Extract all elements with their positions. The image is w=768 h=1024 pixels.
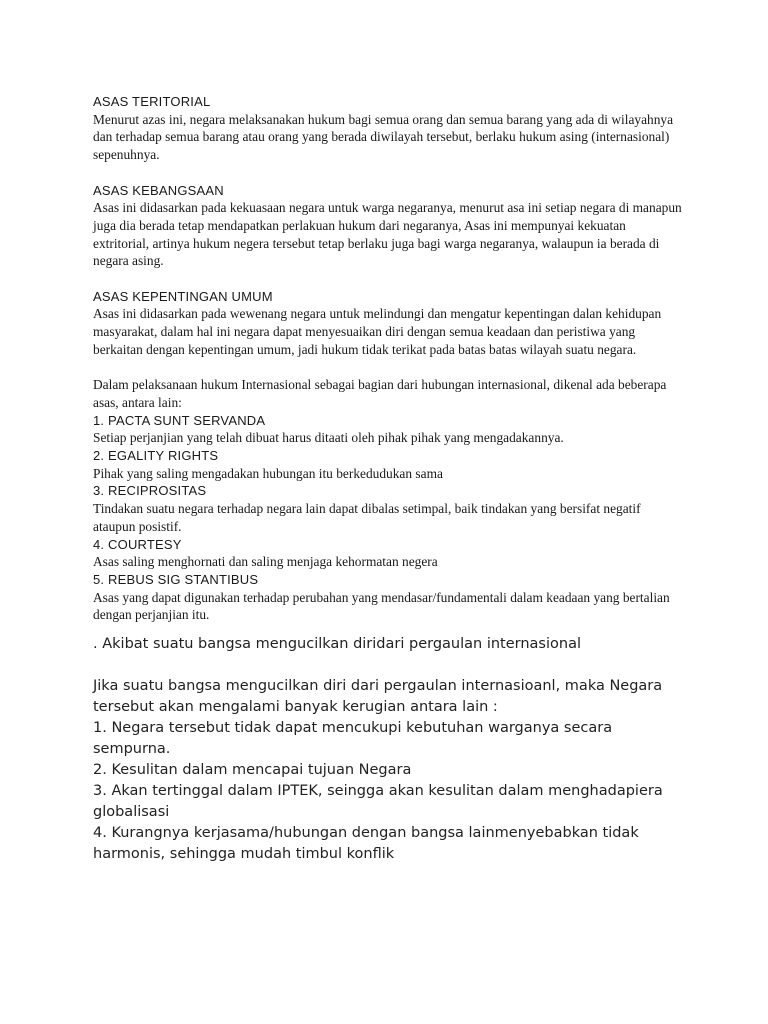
principle-body: Tindakan suatu negara terhadap negara lain dapat dibalas setimpal, baik tindakan yang bersifat negatif ataupun posistif. — [93, 501, 641, 534]
principle-body: Asas yang dapat digunakan terhadap perubahan yang mendasar/fundamentali dalam keadaan yang bertalian dengan perjanjian itu. — [93, 589, 670, 623]
akibat-item: 3. Akan tertinggal dalam IPTEK, seingga akan kesulitan dalam menghadapiera globalisasi — [93, 783, 663, 821]
section-body: Asas ini didasarkan pada wewenang negara untuk melindungi dan mengatur kepentingan dalan kehidupan masyarakat, dalam hal ini negara dapat menyesuaikan diri dengan semua keadaan dan peristiwa yang berkaitan dengan kepentingan umum, jadi hukum tidak terikat pada batas batas wilayah suatu negara. — [93, 306, 662, 357]
principle-item — [93, 571, 685, 624]
principle-heading: 3. RECIPROSITAS — [93, 483, 207, 499]
section-asas-teritorial — [93, 93, 685, 164]
akibat-item: 2. Kesulitan dalam mencapai tujuan Negara — [93, 762, 412, 779]
principle-item — [93, 447, 685, 482]
principle-body: Asas saling menghornati dan saling menjaga kehormatan negera — [93, 554, 438, 570]
principle-heading: 5. REBUS SIG STANTIBUS — [93, 571, 259, 587]
akibat-item: 1. Negara tersebut tidak dapat mencukupi kebutuhan warganya secara sempurna. — [93, 720, 613, 758]
section-heading: ASAS TERITORIAL — [93, 94, 211, 109]
principle-body: Setiap perjanjian yang telah dibuat harus ditaati oleh pihak pihak yang mengadakannya. — [93, 430, 564, 446]
principles-section — [93, 376, 685, 624]
section-body: Menurut azas ini, negara melaksanakan hukum bagi semua orang dan semua barang yang ada di wilayahnya dan terhadap semua barang atau orang yang berada diwilayah tersebut, berlaku hukum asing (internasional) sepenuhnya. — [93, 111, 674, 163]
section-heading: ASAS KEBANGSAAN — [93, 182, 224, 198]
section-body: Asas ini didasarkan pada kekuasaan negara untuk warga negaranya, menurut asa ini setiap negara di manapun juga dia berada tetap mendapatkan perlakuan hukum dari negaranya, Asas ini mempunyai kekuatan extritorial, artinya hukum negera tersebut tetap berlaku juga bagi warga negaranya, walaupun ia berada di negara asing. — [93, 200, 682, 269]
akibat-intro: Jika suatu bangsa mengucilkan diri dari pergaulan internasioanl, maka Negara tersebut akan mengalami banyak kerugian antara lain : — [93, 678, 663, 716]
principle-heading: 4. COURTESY — [93, 536, 182, 552]
principle-body: Pihak yang saling mengadakan hubungan itu berkedudukan sama — [93, 465, 443, 481]
section-asas-kebangsaan — [93, 182, 685, 271]
akibat-item: 4. Kurangnya kerjasama/hubungan dengan bangsa lainmenyebabkan tidak harmonis, sehingga mudah timbul konflik — [93, 825, 639, 863]
principle-item — [93, 482, 685, 535]
akibat-title: . Akibat suatu bangsa mengucilkan diridari pergaulan internasional — [93, 636, 581, 653]
principles-intro: Dalam pelaksanaan hukum Internasional sebagai bagian dari hubungan internasional, dikenal ada beberapa asas, antara lain: — [93, 377, 667, 410]
principle-item — [93, 536, 685, 571]
principle-heading: 2. EGALITY RIGHTS — [93, 448, 219, 464]
section-asas-kepentingan-umum — [93, 288, 685, 359]
principle-item — [93, 412, 685, 447]
principle-heading: 1. PACTA SUNT SERVANDA — [93, 412, 266, 428]
document-page — [93, 93, 685, 865]
section-heading: ASAS KEPENTINGAN UMUM — [93, 288, 273, 304]
akibat-section — [93, 634, 685, 865]
